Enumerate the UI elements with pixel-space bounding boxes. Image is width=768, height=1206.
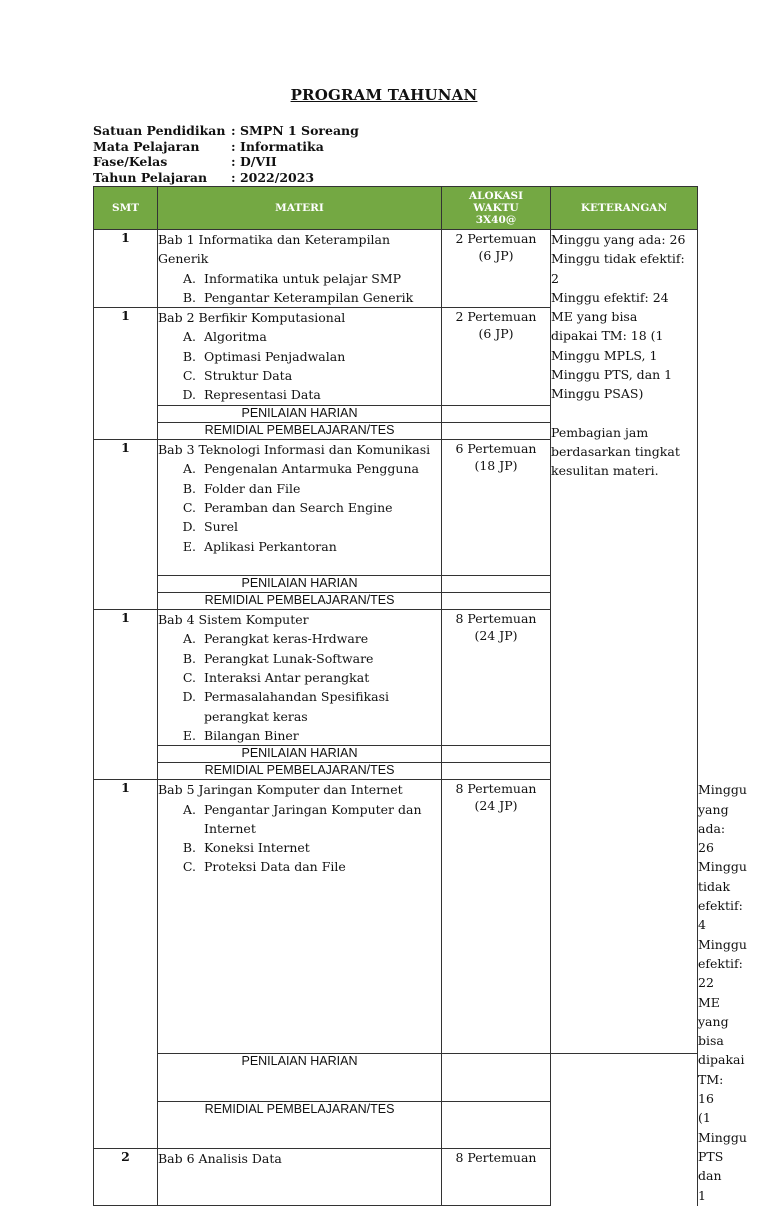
header-alokasi — [442, 187, 551, 230]
header-keterangan: KETERANGAN — [551, 187, 698, 230]
alokasi-pertemuan: 8 Pertemuan — [455, 1150, 537, 1166]
header-materi: MATERI — [158, 187, 442, 230]
keterangan-line: Minggu tidak efektif: — [551, 251, 685, 267]
keterangan-line: Minggu PTS, dan 1 — [551, 367, 673, 383]
alokasi-jp: (24 JP) — [474, 798, 518, 814]
alokasi-pertemuan: 8 Pertemuan — [455, 611, 537, 627]
remidial-tes: REMIDIAL PEMBELAJARAN/TES — [158, 593, 442, 610]
item-letter: C. — [182, 859, 196, 875]
item-letter: B. — [182, 289, 196, 305]
remidial-tes: REMIDIAL PEMBELAJARAN/TES — [158, 763, 442, 780]
alokasi-cell — [442, 440, 551, 576]
header-alokasi-line: 3X40@ — [475, 214, 517, 226]
materi-cell — [158, 308, 442, 406]
list-item — [158, 459, 441, 478]
bab-title: Bab 6 Analisis Data — [158, 1151, 282, 1167]
item-letter: A. — [182, 801, 196, 817]
item-letter: B. — [182, 840, 196, 856]
empty-cell — [442, 593, 551, 610]
meta-row-tahun — [93, 170, 359, 186]
table-row-remidial — [94, 1101, 698, 1148]
list-item — [158, 385, 441, 404]
alokasi-pertemuan: 2 Pertemuan — [455, 309, 537, 325]
meta-key: Satuan Pendidikan — [93, 123, 226, 138]
smt-cell: 2 — [94, 1149, 158, 1206]
smt-cell: 1 — [94, 230, 158, 308]
materi-cell — [158, 440, 442, 576]
list-item — [158, 726, 441, 745]
item-text: Aplikasi Perkantoran — [204, 538, 337, 554]
keterangan-line: Minggu efektif: 24 — [551, 289, 669, 305]
materi-cell — [158, 1149, 442, 1206]
item-letter: A. — [182, 270, 196, 286]
bab-title: Bab 5 Jaringan Komputer dan Internet — [158, 782, 403, 798]
list-item — [158, 517, 441, 536]
empty-cell — [442, 1101, 551, 1148]
document-title: PROGRAM TAHUNAN — [290, 86, 478, 104]
list-item — [158, 668, 441, 687]
alokasi-cell — [442, 610, 551, 746]
alokasi-jp: (18 JP) — [474, 458, 518, 474]
alokasi-pertemuan: 8 Pertemuan — [455, 781, 537, 797]
alokasi-pertemuan: 2 Pertemuan — [455, 231, 537, 246]
item-letter: D. — [182, 689, 196, 705]
keterangan-spacer — [551, 404, 697, 423]
list-item — [158, 288, 441, 307]
alokasi-jp: (6 JP) — [478, 248, 514, 263]
table-row: 1 Bab 5 Jaringan Komputer dan Internet A. Pengantar Jaringan Komputer dan Internet B. Koneksi Internet C. Proteksi Data dan File 8 Pertemuan (24 JP) Minggu yang ada: 26 Minggu tidak efektif: 4 Minggu efektif: 22 ME yang bisa dipakai TM: 16 (1 Minggu PTS dan 1 — [94, 780, 698, 1054]
header-alokasi-line: ALOKASI — [468, 190, 524, 202]
penilaian-harian: PENILAIAN HARIAN — [158, 406, 442, 423]
program-table — [93, 186, 747, 1206]
meta-value: : Informatika — [231, 138, 324, 154]
item-letter: B. — [182, 480, 196, 496]
materi-cell — [158, 230, 442, 308]
keterangan-line: Minggu PSAS) — [551, 386, 644, 402]
item-letter: A. — [182, 631, 196, 647]
meta-value: : SMPN 1 Soreang — [231, 123, 359, 138]
list-item — [158, 537, 441, 556]
keterangan-line: Minggu yang ada: 26 — [551, 232, 686, 247]
keterangan-line: Pembagian jam — [551, 424, 649, 440]
empty-cell — [442, 746, 551, 763]
item-text: Perangkat Lunak-Software — [204, 650, 374, 666]
table-row-penilaian — [94, 1054, 698, 1101]
meta-value: : D/VII — [231, 154, 277, 169]
list-item — [158, 269, 441, 288]
bab-title: Bab 4 Sistem Komputer — [158, 612, 309, 628]
table-row — [94, 230, 698, 308]
item-text: Permasalahandan Spesifikasi perangkat keras — [204, 689, 390, 724]
item-text: Pengantar Keterampilan Generik — [204, 289, 414, 305]
item-letter: E. — [182, 727, 196, 743]
empty-cell — [442, 763, 551, 780]
item-letter: D. — [182, 519, 196, 535]
list-item — [158, 479, 441, 498]
alokasi-cell — [442, 780, 551, 1054]
header-smt: SMT — [94, 187, 158, 230]
item-letter: D. — [182, 387, 196, 403]
item-text: Pengenalan Antarmuka Pengguna — [204, 461, 419, 477]
item-text: Peramban dan Search Engine — [204, 500, 393, 516]
list-item — [158, 857, 441, 876]
item-letter: A. — [182, 461, 196, 477]
item-text: Proteksi Data dan File — [204, 859, 346, 875]
item-text: Koneksi Internet — [204, 840, 310, 856]
keterangan-line: 2 — [551, 270, 559, 286]
meta-row-mapel — [93, 139, 359, 155]
list-item — [158, 649, 441, 668]
item-text: Pengantar Jaringan Komputer dan Internet — [204, 801, 422, 836]
smt-cell: 1 — [94, 308, 158, 440]
item-letter: B. — [182, 348, 196, 364]
meta-value: : 2022/2023 — [231, 169, 315, 185]
item-letter: B. — [182, 650, 196, 666]
meta-key: Tahun Pelajaran — [93, 169, 208, 185]
document-meta — [93, 123, 359, 185]
meta-key: Fase/Kelas — [93, 154, 168, 169]
empty-cell — [442, 423, 551, 440]
list-item — [158, 366, 441, 385]
alokasi-cell — [442, 308, 551, 406]
keterangan-line: berdasarkan tingkat — [551, 443, 680, 459]
keterangan-line: Minggu MPLS, 1 — [551, 347, 658, 363]
penilaian-harian: PENILAIAN HARIAN — [158, 1054, 442, 1101]
table-row — [94, 1149, 698, 1206]
alokasi-pertemuan: 6 Pertemuan — [455, 441, 537, 457]
smt-cell: 1 — [94, 780, 158, 1149]
bab-title: Bab 2 Berfikir Komputasional — [158, 310, 346, 326]
alokasi-jp: (6 JP) — [478, 326, 514, 342]
header-alokasi-line: WAKTU — [473, 202, 519, 214]
empty-cell — [442, 1054, 551, 1101]
penilaian-harian: PENILAIAN HARIAN — [158, 576, 442, 593]
penilaian-harian: PENILAIAN HARIAN — [158, 746, 442, 763]
list-item — [158, 800, 441, 839]
remidial-tes: REMIDIAL PEMBELAJARAN/TES — [158, 1101, 442, 1148]
smt-cell: 1 — [94, 440, 158, 610]
list-item — [158, 687, 441, 726]
item-letter: C. — [182, 368, 196, 384]
alokasi-jp: (24 JP) — [474, 628, 518, 644]
item-text: Informatika untuk pelajar SMP — [204, 270, 402, 286]
item-letter: C. — [182, 500, 196, 516]
item-text: Struktur Data — [204, 368, 293, 384]
keterangan-line: dipakai TM: 18 (1 — [551, 328, 664, 344]
empty-cell — [442, 576, 551, 593]
item-letter: A. — [182, 329, 196, 345]
list-item — [158, 838, 441, 857]
alokasi-cell — [442, 1149, 551, 1206]
remidial-tes: REMIDIAL PEMBELAJARAN/TES — [158, 423, 442, 440]
item-text: Bilangan Biner — [204, 727, 299, 743]
keterangan-line: kesulitan materi. — [551, 463, 659, 479]
alokasi-cell — [442, 230, 551, 308]
item-text: Representasi Data — [204, 387, 321, 403]
list-item — [158, 347, 441, 366]
materi-cell — [158, 610, 442, 746]
smt-cell: 1 — [94, 610, 158, 780]
item-letter: E. — [182, 538, 196, 554]
item-text: Surel — [204, 519, 238, 535]
meta-row-fase — [93, 154, 359, 170]
item-text: Folder dan File — [204, 480, 301, 496]
item-text: Perangkat keras-Hrdware — [204, 631, 369, 647]
list-item — [158, 498, 441, 517]
table-header-row — [94, 187, 698, 230]
keterangan-cell — [551, 230, 698, 1054]
list-item — [158, 629, 441, 648]
empty-cell — [442, 406, 551, 423]
item-text: Interaksi Antar perangkat — [204, 670, 370, 686]
item-text: Algoritma — [204, 329, 267, 345]
keterangan-line: ME yang bisa — [551, 309, 638, 325]
list-item — [158, 327, 441, 346]
item-text: Optimasi Penjadwalan — [204, 348, 346, 364]
materi-cell — [158, 780, 442, 1054]
bab-title: Bab 1 Informatika dan Keterampilan Generik — [158, 232, 391, 267]
meta-key: Mata Pelajaran — [93, 138, 200, 154]
meta-row-satuan — [93, 123, 359, 139]
item-letter: C. — [182, 670, 196, 686]
bab-title: Bab 3 Teknologi Informasi dan Komunikasi — [158, 442, 431, 458]
